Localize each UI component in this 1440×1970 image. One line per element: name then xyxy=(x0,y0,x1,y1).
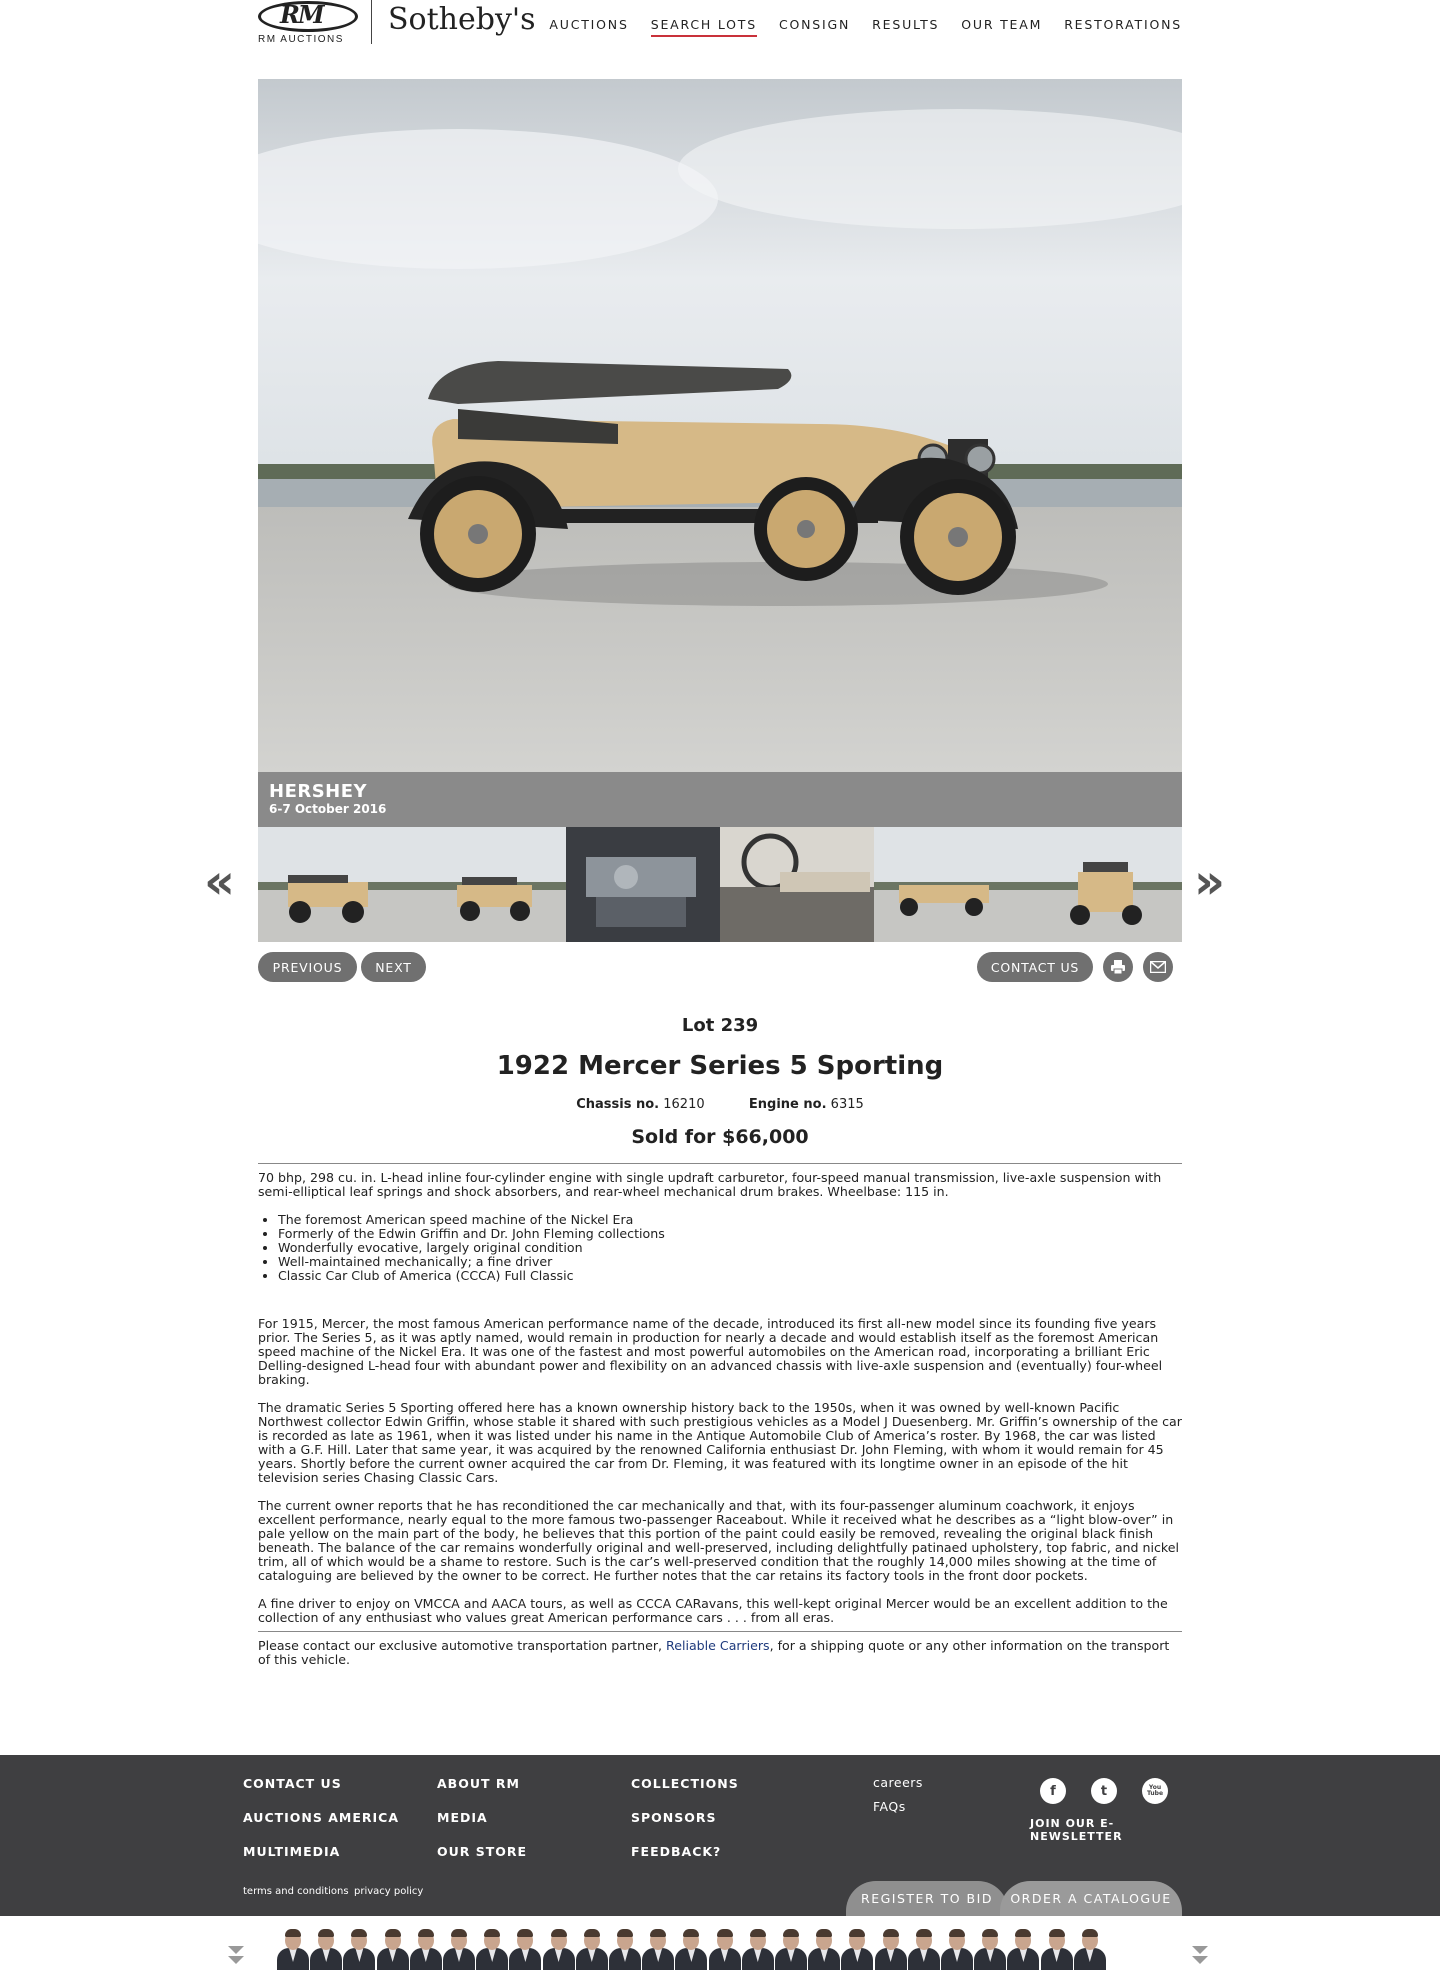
reliable-carriers-link[interactable]: Reliable Carriers xyxy=(666,1638,770,1653)
email-icon[interactable] xyxy=(1143,952,1173,982)
lot-number: Lot 239 xyxy=(681,1015,759,1036)
team-member-avatar[interactable] xyxy=(708,1928,742,1970)
engine-value: 6315 xyxy=(830,1097,864,1112)
thumbnail[interactable] xyxy=(258,827,412,942)
gallery-next-arrow[interactable]: » xyxy=(1194,854,1226,910)
team-member-avatar[interactable] xyxy=(1040,1928,1074,1970)
list-item: • Wonderfully evocative, largely original condition xyxy=(278,1241,1182,1255)
footer-auctions-america[interactable]: AUCTIONS AMERICA xyxy=(243,1810,400,1825)
order-catalogue-tab[interactable]: ORDER A CATALOGUE xyxy=(1000,1881,1182,1916)
thumbnail-image xyxy=(566,827,720,942)
team-member-avatar[interactable] xyxy=(973,1928,1007,1970)
print-icon[interactable] xyxy=(1103,952,1133,982)
team-member-avatar[interactable] xyxy=(276,1928,310,1970)
thumbnail-image xyxy=(1028,827,1182,942)
nav-restorations[interactable]: RESTORATIONS xyxy=(1064,17,1182,32)
car-illustration xyxy=(258,79,1182,772)
thumbnail-image xyxy=(874,827,1028,942)
thumbnail-strip xyxy=(258,827,1182,942)
footer-contact-us[interactable]: CONTACT US xyxy=(243,1776,342,1791)
team-member-avatar[interactable] xyxy=(674,1928,708,1970)
lot-description xyxy=(258,1171,1182,1639)
register-to-bid-tab[interactable]: REGISTER TO BID xyxy=(846,1881,1008,1916)
site-header xyxy=(258,0,1182,50)
contact-us-button[interactable]: CONTACT US xyxy=(977,952,1093,982)
team-member-avatar[interactable] xyxy=(874,1928,908,1970)
auction-dates: 6-7 October 2016 xyxy=(269,802,387,816)
description-paragraph: For 1915, Mercer, the most famous American performance name of the decade, introduced its first all-new model since its founding five years prior. The Series 5, as it was aptly named, would remain in production for nearly a decade and would establish itself as the foremost American speed machine of the Nickel Era. It was one of the fastest and most powerful automobiles on the American road, incorporating a brilliant Eric Delling-designed L-head four with abundant power and flexibility on an advanced chassis with live-axle suspension and (eventually) four-wheel braking. xyxy=(258,1316,1163,1387)
transport-text-after: , for a shipping quote or any other information on the transport of this vehicle. xyxy=(258,1638,1170,1667)
rm-sothebys-logo[interactable] xyxy=(258,0,536,46)
team-member-avatar[interactable] xyxy=(1073,1928,1107,1970)
team-member-avatar[interactable] xyxy=(442,1928,476,1970)
team-scroll-left-icon[interactable] xyxy=(228,1946,244,1954)
footer-faqs[interactable]: FAQs xyxy=(873,1799,906,1814)
logo-divider xyxy=(371,0,372,44)
terms-link[interactable]: terms and conditions xyxy=(243,1886,349,1897)
engine-label: Engine no. xyxy=(748,1097,827,1112)
team-strip xyxy=(0,1916,1440,1970)
chassis-engine-line xyxy=(258,1097,1182,1112)
newsletter-link[interactable]: JOIN OUR E-NEWSLETTER xyxy=(1030,1817,1123,1843)
previous-button[interactable]: PREVIOUS xyxy=(258,952,357,982)
main-car-photo[interactable] xyxy=(258,79,1182,772)
nav-auctions[interactable]: AUCTIONS xyxy=(549,17,629,32)
gallery-prev-arrow[interactable]: « xyxy=(204,854,236,910)
team-scroll-right-icon[interactable] xyxy=(1192,1946,1208,1954)
team-member-avatar[interactable] xyxy=(409,1928,443,1970)
team-member-avatar[interactable] xyxy=(309,1928,343,1970)
list-item: • Well-maintained mechanically; a fine driver xyxy=(278,1255,1182,1269)
nav-consign[interactable]: CONSIGN xyxy=(778,17,851,32)
list-item: • The foremost American speed machine of the Nickel Era xyxy=(278,1213,1182,1227)
team-member-avatar[interactable] xyxy=(475,1928,509,1970)
team-member-avatar[interactable] xyxy=(907,1928,941,1970)
transport-note xyxy=(258,1639,1182,1667)
chassis-label: Chassis no. xyxy=(576,1097,660,1112)
footer-multimedia[interactable]: MULTIMEDIA xyxy=(243,1844,341,1859)
nav-search-lots[interactable]: SEARCH LOTS xyxy=(651,17,757,37)
team-member-avatar[interactable] xyxy=(1006,1928,1040,1970)
facebook-icon[interactable]: f xyxy=(1040,1778,1066,1804)
team-member-avatar[interactable] xyxy=(774,1928,808,1970)
footer-collections[interactable]: COLLECTIONS xyxy=(631,1776,739,1791)
rm-logo-subtitle: RM AUCTIONS xyxy=(258,34,344,45)
team-member-avatar[interactable] xyxy=(741,1928,775,1970)
team-member-avatar[interactable] xyxy=(376,1928,410,1970)
auction-name[interactable]: HERSHEY xyxy=(269,781,368,802)
youtube-icon[interactable]: You Tube xyxy=(1142,1778,1168,1804)
thumbnail[interactable] xyxy=(566,827,720,942)
nav-results[interactable]: RESULTS xyxy=(872,17,940,32)
specs-paragraph: 70 bhp, 298 cu. in. L-head inline four-cylinder engine with single updraft carburetor, four-speed manual transmission, live-axle suspension with semi-elliptical leaf springs and shock absorbers, and rear-wheel mechanical drum brakes. Wheelbase: 115 in. xyxy=(258,1170,1162,1199)
list-item: • Formerly of the Edwin Griffin and Dr. John Fleming collections xyxy=(278,1227,1182,1241)
footer-our-store[interactable]: OUR STORE xyxy=(437,1844,528,1859)
team-member-avatar[interactable] xyxy=(608,1928,642,1970)
team-member-avatar[interactable] xyxy=(940,1928,974,1970)
thumbnail[interactable] xyxy=(720,827,874,942)
chassis-value: 16210 xyxy=(663,1097,705,1112)
description-paragraph: The current owner reports that he has reconditioned the car mechanically and that, with its four-passenger aluminum coachwork, it enjoys excellent performance, nearly equal to the more famous two-passenger Raceabout. While it received what he describes as a “light blow-over” in pale yellow on the main part of the body, he believes that this portion of the paint could easily be removed, revealing the original black finish beneath. The balance of the car remains wonderfully original and well-preserved, including delightfully patinaed upholstery, top fabric, and nickel trim, all of which would be a shame to restore. Such is the car’s well-preserved condition that the roughly 14,000 miles showing at the time of cataloguing are believed by the owner to be correct. He further notes that the car retains its factory tools in the front door pockets. xyxy=(258,1498,1180,1583)
footer-feedback[interactable]: FEEDBACK? xyxy=(631,1844,722,1859)
team-member-avatar[interactable] xyxy=(542,1928,576,1970)
auction-caption xyxy=(258,772,1182,827)
description-paragraph: A fine driver to enjoy on VMCCA and AACA tours, as well as CCCA CARavans, this well-kept original Mercer would be an excellent addition to the collection of any enthusiast who values great American performance cars . . . from all eras. xyxy=(258,1596,1168,1625)
footer-careers[interactable]: careers xyxy=(873,1775,923,1790)
divider-bottom xyxy=(258,1631,1182,1632)
lot-title: 1922 Mercer Series 5 Sporting xyxy=(496,1051,944,1081)
thumbnail[interactable] xyxy=(1028,827,1182,942)
transport-text-before: Please contact our exclusive automotive transportation partner, xyxy=(258,1638,667,1653)
thumbnail-image xyxy=(258,827,412,942)
description-paragraph: The dramatic Series 5 Sporting offered here has a known ownership history back to the 1950s, when it was owned by well-known Pacific Northwest collector Edwin Griffin, whose stable it shared with such prestigious vehicles as a Model J Duesenberg. Mr. Griffin’s ownership of the car is recorded as late as 1961, when it was listed under his name in the Antique Automobile Club of America’s roster. By 1968, the car was listed with a G.F. Hill. Later that same year, it was acquired by the renowned California enthusiast Dr. John Fleming, with whom it would remain for 45 years. Shortly before the current owner acquired the car from Dr. Fleming, it was featured with its longtime owner in an episode of the hit television series Chasing Classic Cars. xyxy=(258,1400,1182,1485)
next-button[interactable]: NEXT xyxy=(361,952,426,982)
nav-our-team[interactable]: OUR TEAM xyxy=(961,17,1043,32)
footer-about-rm[interactable]: ABOUT RM xyxy=(437,1776,520,1791)
sothebys-wordmark: Sotheby's xyxy=(388,2,536,37)
sold-price: Sold for $66,000 xyxy=(631,1126,809,1148)
team-member-avatar[interactable] xyxy=(508,1928,542,1970)
team-member-avatar[interactable] xyxy=(807,1928,841,1970)
twitter-icon[interactable]: t xyxy=(1091,1778,1117,1804)
divider-top xyxy=(258,1163,1182,1164)
thumbnail[interactable] xyxy=(412,827,566,942)
team-member-avatar[interactable] xyxy=(840,1928,874,1970)
rm-logo-letters: RM xyxy=(280,0,323,29)
main-nav xyxy=(527,17,1182,37)
footer-media[interactable]: MEDIA xyxy=(437,1810,488,1825)
footer-sponsors[interactable]: SPONSORS xyxy=(631,1810,717,1825)
team-scroll-left-icon[interactable] xyxy=(228,1956,244,1964)
team-member-avatar[interactable] xyxy=(575,1928,609,1970)
thumbnail-image xyxy=(720,827,874,942)
thumbnail[interactable] xyxy=(874,827,1028,942)
team-member-avatar[interactable] xyxy=(342,1928,376,1970)
list-item: • Classic Car Club of America (CCCA) Full Classic xyxy=(278,1269,1182,1283)
team-scroll-right-icon[interactable] xyxy=(1192,1956,1208,1964)
privacy-link[interactable]: privacy policy xyxy=(354,1886,424,1897)
thumbnail-image xyxy=(412,827,566,942)
team-member-avatar[interactable] xyxy=(641,1928,675,1970)
highlights-list xyxy=(278,1213,1182,1283)
